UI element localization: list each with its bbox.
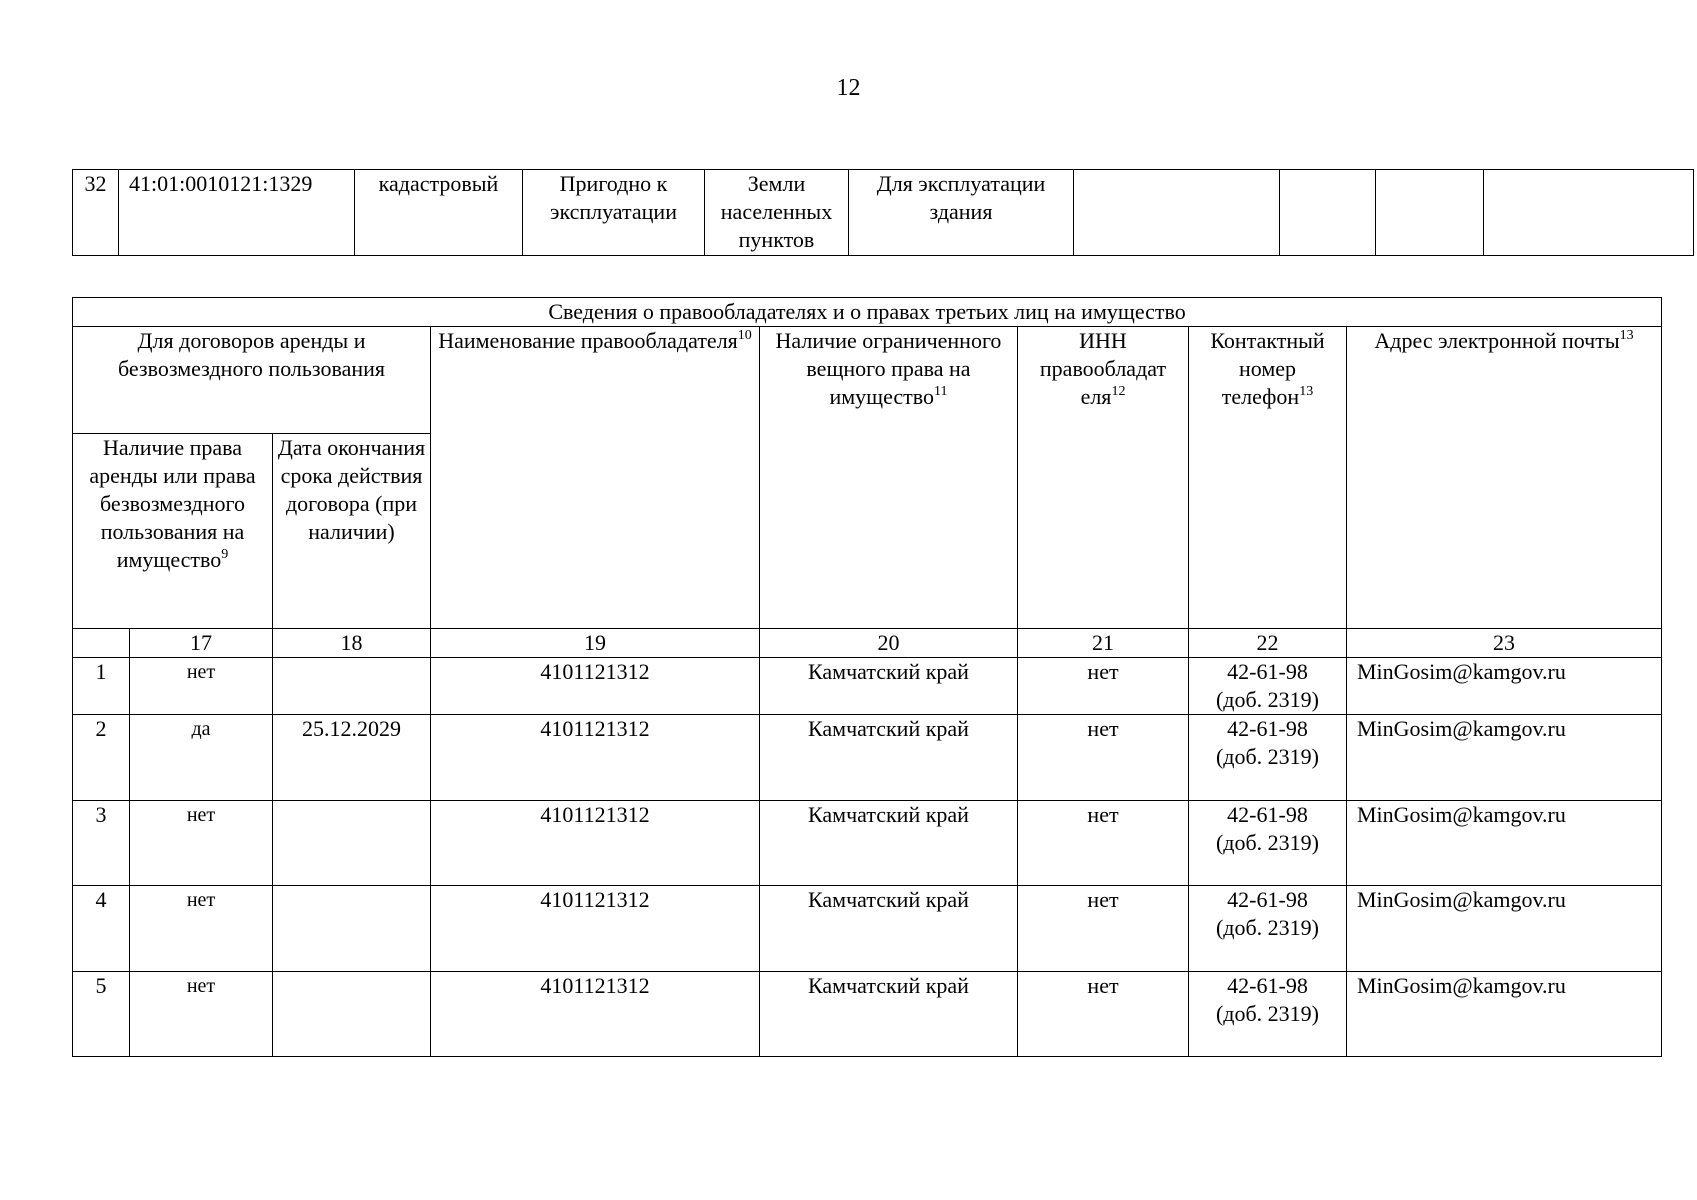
- footnote-ref: 11: [934, 384, 948, 399]
- phone-extension: (доб. 2319): [1215, 830, 1320, 855]
- phone-value: [1189, 715, 1347, 801]
- phone-number: 42-61-98: [1227, 716, 1308, 741]
- footnote-ref: 13: [1619, 328, 1634, 343]
- header-limited-right-text: Наличие ограниченного вещного права на имущество: [775, 328, 1002, 409]
- end-date-value: [273, 886, 431, 972]
- phone-extension: (доб. 2319): [1215, 687, 1320, 712]
- row-number: 4: [73, 886, 130, 972]
- page-number: 12: [836, 75, 861, 101]
- number-type: кадастровый: [355, 170, 523, 256]
- holder-name-value: 4101121312: [431, 972, 760, 1057]
- inn-value: нет: [1018, 801, 1189, 886]
- phone-value: [1189, 801, 1347, 886]
- phone-value: [1189, 886, 1347, 972]
- limited-right-value: Камчатский край: [760, 715, 1018, 801]
- header-holder-name: [431, 327, 760, 629]
- empty-cell: [1484, 170, 1694, 256]
- table-row: [73, 801, 1662, 886]
- holder-name-value: 4101121312: [431, 658, 760, 715]
- email-value: MinGosim@kamgov.ru: [1347, 801, 1662, 886]
- property-table-continuation: [72, 169, 1694, 256]
- phone-number: 42-61-98: [1227, 887, 1308, 912]
- header-email: [1347, 327, 1662, 629]
- inn-value: нет: [1018, 715, 1189, 801]
- header-inn: [1018, 327, 1189, 629]
- email-value: MinGosim@kamgov.ru: [1347, 972, 1662, 1057]
- section-title-row: [73, 298, 1662, 327]
- header-contracts: Для договоров аренды и безвозмездного пользования: [73, 327, 431, 434]
- phone-extension: (доб. 2319): [1215, 744, 1320, 769]
- phone-number: 42-61-98: [1227, 973, 1308, 998]
- inn-value: нет: [1018, 886, 1189, 972]
- table-row: [73, 715, 1662, 801]
- phone-value: [1189, 658, 1347, 715]
- limited-right-value: Камчатский край: [760, 658, 1018, 715]
- email-value: MinGosim@kamgov.ru: [1347, 658, 1662, 715]
- lease-right-value: нет: [130, 972, 273, 1057]
- header-phone-text: Контактный номер телефон: [1210, 328, 1325, 409]
- inn-value: нет: [1018, 972, 1189, 1057]
- phone-number: 42-61-98: [1227, 802, 1308, 827]
- column-number: 20: [760, 629, 1018, 658]
- header-inn-text: ИНН правообладат еля: [1039, 328, 1167, 409]
- empty-cell: [1074, 170, 1280, 256]
- end-date-value: [273, 658, 431, 715]
- column-number: 23: [1347, 629, 1662, 658]
- use-type: Для эксплуатации здания: [849, 170, 1074, 256]
- header-lease-right: [73, 434, 273, 629]
- limited-right-value: Камчатский край: [760, 972, 1018, 1057]
- end-date-value: 25.12.2029: [273, 715, 431, 801]
- footnote-ref: 10: [737, 328, 752, 343]
- lease-right-value: да: [130, 715, 273, 801]
- column-number: 18: [273, 629, 431, 658]
- holder-name-value: 4101121312: [431, 886, 760, 972]
- row-number: 2: [73, 715, 130, 801]
- limited-right-value: Камчатский край: [760, 801, 1018, 886]
- empty-cell: [1280, 170, 1376, 256]
- column-number: 21: [1018, 629, 1189, 658]
- email-value: MinGosim@kamgov.ru: [1347, 886, 1662, 972]
- holder-name-value: 4101121312: [431, 715, 760, 801]
- phone-value: [1189, 972, 1347, 1057]
- row-number: 32: [73, 170, 119, 256]
- empty-cell: [73, 629, 130, 658]
- lease-right-value: нет: [130, 801, 273, 886]
- footnote-ref: 9: [221, 547, 229, 562]
- footnote-ref: 13: [1299, 384, 1314, 399]
- empty-cell: [1376, 170, 1484, 256]
- row-number: 3: [73, 801, 130, 886]
- lease-right-value: нет: [130, 886, 273, 972]
- rights-holders-table: [72, 297, 1662, 1057]
- header-limited-right: [760, 327, 1018, 629]
- header-end-date: Дата окончания срока действия договора (при наличии): [273, 434, 431, 629]
- header-email-text: Адрес электронной почты: [1374, 328, 1620, 353]
- column-numbers-row: [73, 629, 1662, 658]
- land-category: Земли населенных пунктов: [705, 170, 849, 256]
- table-row: [73, 886, 1662, 972]
- row-number: 1: [73, 658, 130, 715]
- condition: Пригодно к эксплуатации: [523, 170, 705, 256]
- row-number: 5: [73, 972, 130, 1057]
- phone-number: 42-61-98: [1227, 659, 1308, 684]
- phone-extension: (доб. 2319): [1215, 1001, 1320, 1026]
- header-lease-right-text: Наличие права аренды или права безвозмездного пользования на имущество: [89, 435, 256, 572]
- table-row: [73, 170, 1694, 256]
- column-number: 17: [130, 629, 273, 658]
- column-number: 19: [431, 629, 760, 658]
- end-date-value: [273, 972, 431, 1057]
- column-number: 22: [1189, 629, 1347, 658]
- limited-right-value: Камчатский край: [760, 886, 1018, 972]
- phone-extension: (доб. 2319): [1215, 915, 1320, 940]
- holder-name-value: 4101121312: [431, 801, 760, 886]
- cadastral-number: 41:01:0010121:1329: [119, 170, 355, 256]
- footnote-ref: 12: [1111, 384, 1126, 399]
- table-row: [73, 658, 1662, 715]
- table-row: [73, 972, 1662, 1057]
- header-holder-name-text: Наименование правообладателя: [438, 328, 738, 353]
- email-value: MinGosim@kamgov.ru: [1347, 715, 1662, 801]
- end-date-value: [273, 801, 431, 886]
- section-title: Сведения о правообладателях и о правах третьих лиц на имущество: [73, 298, 1662, 327]
- lease-right-value: нет: [130, 658, 273, 715]
- header-row: [73, 327, 1662, 434]
- header-phone: [1189, 327, 1347, 629]
- inn-value: нет: [1018, 658, 1189, 715]
